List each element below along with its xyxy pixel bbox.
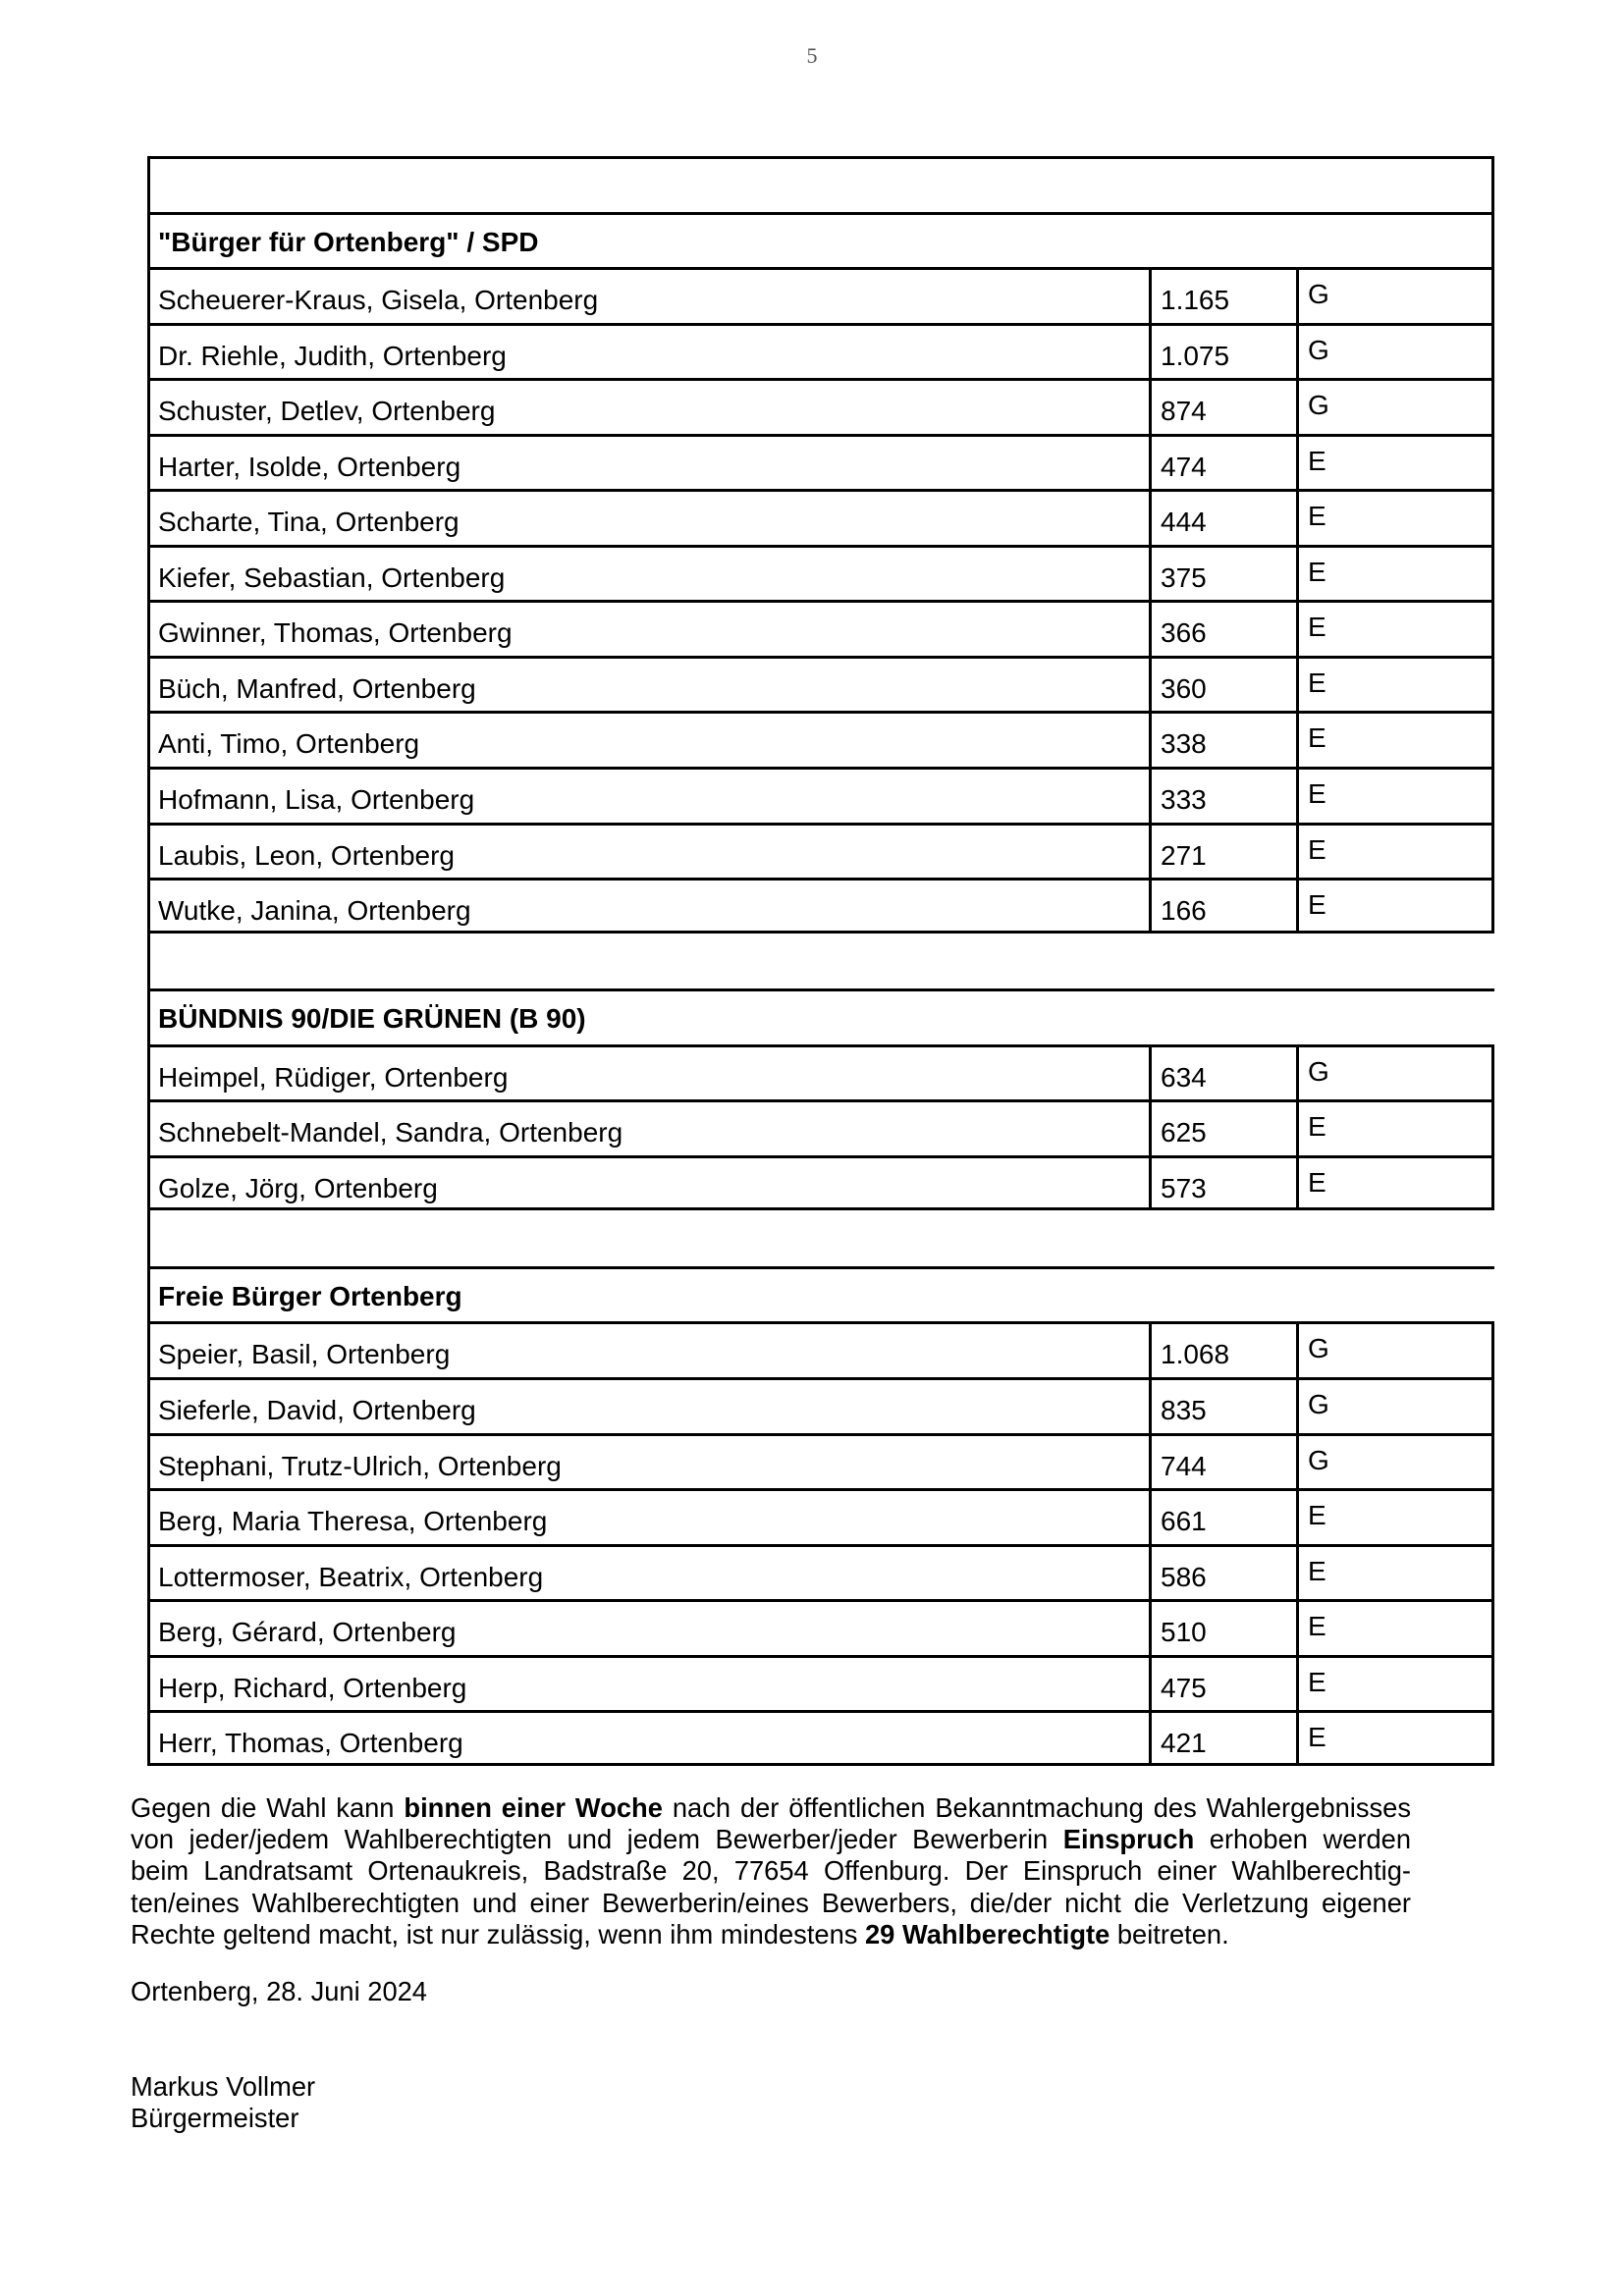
notice-emphasis: 29 Wahlberechtigte xyxy=(865,1918,1110,1949)
candidate-row xyxy=(147,1599,1494,1655)
candidate-row xyxy=(147,378,1494,434)
candidate-name: Golze, Jörg, Ortenberg xyxy=(158,1172,438,1203)
candidate-row xyxy=(147,1710,1494,1766)
notice-text: Gegen die Wahl kann xyxy=(131,1792,405,1823)
candidate-votes: 1.075 xyxy=(1149,326,1298,379)
notice-line xyxy=(131,1919,1411,1950)
candidate-row xyxy=(147,1544,1494,1600)
candidate-name: Schnebelt-Mandel, Sandra, Ortenberg xyxy=(158,1117,623,1148)
candidate-name: Laubis, Leon, Ortenberg xyxy=(158,839,455,871)
candidate-name: Büch, Manfred, Ortenberg xyxy=(158,672,476,704)
candidate-votes: 510 xyxy=(1149,1602,1298,1655)
candidate-status: G xyxy=(1296,1436,1491,1489)
candidate-row xyxy=(147,1044,1494,1100)
candidate-status: G xyxy=(1296,1324,1491,1377)
blank-spacer-row xyxy=(147,934,1494,989)
signer-title: Bürgermeister xyxy=(131,2103,299,2133)
candidate-name: Herp, Richard, Ortenberg xyxy=(158,1672,467,1703)
candidate-votes: 586 xyxy=(1149,1547,1298,1600)
notice-line xyxy=(131,1855,1411,1887)
candidate-name: Wutke, Janina, Ortenberg xyxy=(158,895,471,927)
candidate-votes: 366 xyxy=(1149,603,1298,656)
candidate-row xyxy=(147,1377,1494,1433)
candidate-status: E xyxy=(1296,714,1491,767)
objection-notice xyxy=(131,1792,1411,1950)
candidate-name: Heimpel, Rüdiger, Ortenberg xyxy=(158,1061,509,1093)
party-name: BÜNDNIS 90/DIE GRÜNEN (B 90) xyxy=(158,1003,586,1035)
notice-text: beitreten. xyxy=(1110,1918,1229,1949)
candidate-name: Anti, Timo, Ortenberg xyxy=(158,728,420,760)
candidate-row xyxy=(147,1655,1494,1711)
candidate-name: Lottermoser, Beatrix, Ortenberg xyxy=(158,1561,544,1592)
candidate-votes: 474 xyxy=(1149,437,1298,490)
candidate-name: Kiefer, Sebastian, Ortenberg xyxy=(158,561,506,593)
candidate-row xyxy=(147,1488,1494,1544)
notice-text: erhoben werden xyxy=(1194,1824,1411,1855)
candidate-votes: 444 xyxy=(1149,492,1298,545)
candidate-status: E xyxy=(1296,659,1491,712)
candidate-row xyxy=(147,878,1494,934)
place-date: Ortenberg, 28. Juni 2024 xyxy=(131,1976,427,2006)
candidate-status: G xyxy=(1296,381,1491,434)
candidate-status: G xyxy=(1296,326,1491,379)
candidate-votes: 835 xyxy=(1149,1380,1298,1433)
page-number: 5 xyxy=(806,43,818,68)
candidate-row xyxy=(147,434,1494,490)
candidate-row xyxy=(147,323,1494,379)
candidate-votes: 744 xyxy=(1149,1436,1298,1489)
candidate-status: E xyxy=(1296,1602,1491,1655)
candidate-votes: 475 xyxy=(1149,1658,1298,1711)
candidate-status: E xyxy=(1296,603,1491,656)
candidate-name: Sieferle, David, Ortenberg xyxy=(158,1395,476,1426)
candidate-name: Dr. Riehle, Judith, Ortenberg xyxy=(158,340,507,371)
candidate-votes: 375 xyxy=(1149,548,1298,601)
candidate-status: E xyxy=(1296,492,1491,545)
candidate-name: Speier, Basil, Ortenberg xyxy=(158,1339,451,1370)
candidate-status: E xyxy=(1296,1102,1491,1155)
candidate-votes: 634 xyxy=(1149,1047,1298,1100)
candidate-status: E xyxy=(1296,1547,1491,1600)
candidate-status: G xyxy=(1296,1380,1491,1433)
party-header-row xyxy=(147,212,1494,268)
candidate-name: Scheuerer-Kraus, Gisela, Ortenberg xyxy=(158,285,599,316)
notice-emphasis: binnen einer Woche xyxy=(404,1792,663,1823)
candidate-status: G xyxy=(1296,270,1491,323)
candidate-row xyxy=(147,1433,1494,1489)
candidate-row xyxy=(147,1155,1494,1211)
candidate-status: E xyxy=(1296,770,1491,823)
candidate-votes: 1.068 xyxy=(1149,1324,1298,1377)
signature-block xyxy=(131,2071,315,2134)
candidate-name: Berg, Maria Theresa, Ortenberg xyxy=(158,1506,548,1537)
candidate-row xyxy=(147,545,1494,601)
notice-line xyxy=(131,1824,1411,1855)
candidate-votes: 1.165 xyxy=(1149,270,1298,323)
notice-text: beim Landratsamt Ortenaukreis, Badstraße 20, 77654 Offenburg. Der Einspruch einer Wahlberechtig- xyxy=(131,1855,1411,1887)
party-header-row xyxy=(147,988,1494,1044)
candidate-status: E xyxy=(1296,1713,1491,1763)
candidate-votes: 338 xyxy=(1149,714,1298,767)
party-name: "Bürger für Ortenberg" / SPD xyxy=(158,226,539,257)
candidate-status: E xyxy=(1296,1158,1491,1208)
candidate-votes: 271 xyxy=(1149,826,1298,879)
candidate-status: E xyxy=(1296,881,1491,931)
notice-text: von jeder/jedem Wahlberechtigten und jedem Bewerber/jeder Bewerberin xyxy=(131,1824,1063,1855)
blank-spacer-row xyxy=(147,156,1494,212)
candidate-status: E xyxy=(1296,548,1491,601)
candidate-name: Berg, Gérard, Ortenberg xyxy=(158,1617,457,1648)
notice-emphasis: Einspruch xyxy=(1062,1824,1195,1855)
blank-spacer-row xyxy=(147,1210,1494,1266)
party-name: Freie Bürger Ortenberg xyxy=(158,1280,462,1311)
candidate-name: Herr, Thomas, Ortenberg xyxy=(158,1728,463,1759)
election-results-table xyxy=(147,156,1494,1766)
candidate-votes: 360 xyxy=(1149,659,1298,712)
candidate-votes: 661 xyxy=(1149,1491,1298,1544)
candidate-row xyxy=(147,489,1494,545)
candidate-votes: 625 xyxy=(1149,1102,1298,1155)
candidate-row xyxy=(147,823,1494,879)
signer-name: Markus Vollmer xyxy=(131,2071,316,2102)
notice-text: nach der öffentlichen Bekanntmachung des Wahlergebnisses xyxy=(662,1792,1411,1823)
candidate-status: E xyxy=(1296,826,1491,879)
party-header-row xyxy=(147,1266,1494,1322)
candidate-votes: 421 xyxy=(1149,1713,1298,1763)
candidate-name: Harter, Isolde, Ortenberg xyxy=(158,451,461,482)
notice-text: Rechte geltend macht, ist nur zulässig, wenn ihm mindestens xyxy=(131,1918,865,1949)
candidate-row xyxy=(147,656,1494,712)
candidate-name: Gwinner, Thomas, Ortenberg xyxy=(158,617,513,649)
candidate-row xyxy=(147,767,1494,823)
candidate-votes: 874 xyxy=(1149,381,1298,434)
candidate-votes: 573 xyxy=(1149,1158,1298,1208)
candidate-name: Schuster, Detlev, Ortenberg xyxy=(158,396,496,427)
notice-line xyxy=(131,1888,1411,1919)
candidate-name: Scharte, Tina, Ortenberg xyxy=(158,507,460,538)
notice-line xyxy=(131,1792,1411,1824)
candidate-status: G xyxy=(1296,1047,1491,1100)
candidate-row xyxy=(147,267,1494,323)
candidate-status: E xyxy=(1296,1491,1491,1544)
candidate-row xyxy=(147,1099,1494,1155)
candidate-row xyxy=(147,1321,1494,1377)
candidate-row xyxy=(147,600,1494,656)
candidate-name: Hofmann, Lisa, Ortenberg xyxy=(158,784,475,816)
candidate-status: E xyxy=(1296,1658,1491,1711)
notice-text: ten/eines Wahlberechtigten und einer Bewerberin/eines Bewerbers, die/der nicht die Verletzung eigener xyxy=(131,1887,1411,1918)
candidate-row xyxy=(147,711,1494,767)
candidate-votes: 166 xyxy=(1149,881,1298,931)
candidate-votes: 333 xyxy=(1149,770,1298,823)
candidate-name: Stephani, Trutz-Ulrich, Ortenberg xyxy=(158,1450,562,1481)
candidate-status: E xyxy=(1296,437,1491,490)
